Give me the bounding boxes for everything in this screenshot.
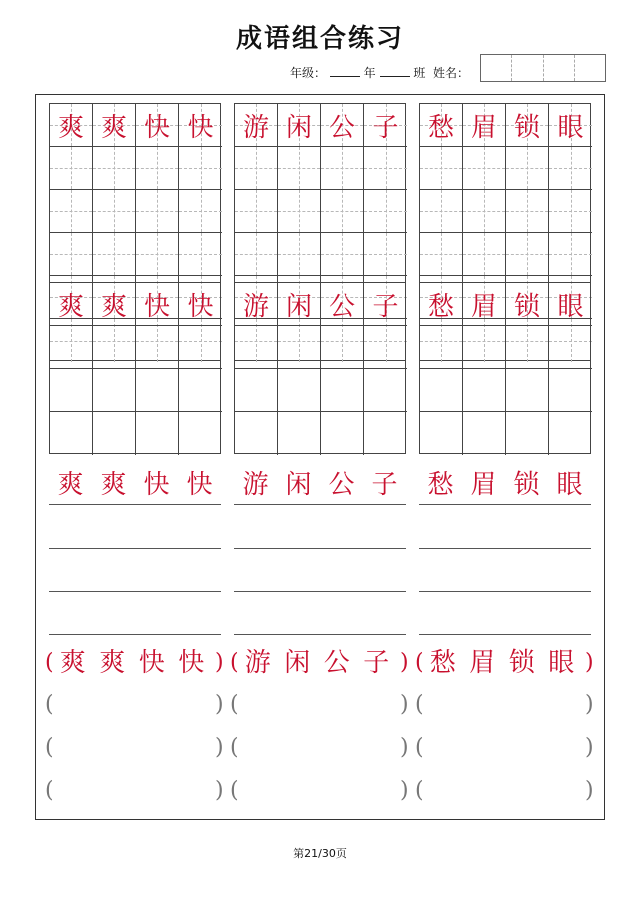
model-character: 眉 <box>470 291 497 322</box>
model-character: 闲 <box>284 648 311 678</box>
writing-line[interactable] <box>49 548 221 549</box>
guide-line <box>50 211 92 212</box>
guide-line <box>364 168 407 169</box>
blank-cell[interactable] <box>235 326 278 369</box>
blank-cell[interactable] <box>235 147 278 190</box>
blank-cell[interactable] <box>278 147 321 190</box>
guide-line <box>321 254 363 255</box>
guide-line <box>278 211 320 212</box>
char-cell <box>136 283 179 326</box>
blank-cell[interactable] <box>463 369 506 412</box>
writing-line[interactable] <box>419 591 591 592</box>
writing-line[interactable] <box>234 591 406 592</box>
blank-cell[interactable] <box>549 190 592 233</box>
open-paren: ( <box>230 650 239 675</box>
blank-cell[interactable] <box>463 233 506 276</box>
guide-line <box>136 254 178 255</box>
blank-cell[interactable] <box>93 412 136 455</box>
close-paren: ) <box>215 735 224 760</box>
model-character: 愁 <box>427 112 454 143</box>
close-paren: ) <box>215 692 224 717</box>
open-paren: ( <box>415 735 424 760</box>
model-character: 爽 <box>100 470 127 500</box>
open-paren: ( <box>415 692 424 717</box>
model-character: 锁 <box>508 648 535 678</box>
open-paren: ( <box>230 735 239 760</box>
model-character: 快 <box>143 112 170 143</box>
model-character: 爽 <box>57 291 84 322</box>
model-character: 快 <box>187 112 214 143</box>
blank-cell[interactable] <box>50 412 93 455</box>
model-character: 游 <box>242 291 269 322</box>
guide-line <box>463 211 505 212</box>
blank-cell[interactable] <box>549 412 592 455</box>
class-blank <box>380 64 410 77</box>
blank-cell[interactable] <box>420 190 463 233</box>
answer-area[interactable] <box>244 733 394 763</box>
blank-cell[interactable] <box>420 369 463 412</box>
blank-cell[interactable] <box>420 147 463 190</box>
answer-area[interactable] <box>429 690 579 720</box>
guide-line <box>506 211 548 212</box>
blank-cell[interactable] <box>506 233 549 276</box>
blank-cell[interactable] <box>235 233 278 276</box>
model-character: 闲 <box>285 112 312 143</box>
model-character: 爽 <box>100 112 127 143</box>
char-cell <box>136 104 179 147</box>
char-cell <box>50 104 93 147</box>
guide-line <box>364 254 407 255</box>
model-character: 爽 <box>59 648 86 678</box>
model-character: 快 <box>178 648 205 678</box>
blank-cell[interactable] <box>179 190 222 233</box>
blank-cell[interactable] <box>321 326 364 369</box>
char-cell <box>93 104 136 147</box>
blank-cell[interactable] <box>278 369 321 412</box>
blank-cell[interactable] <box>179 326 222 369</box>
guide-line <box>506 168 548 169</box>
guide-line <box>50 254 92 255</box>
blank-cell[interactable] <box>136 233 179 276</box>
model-character: 眉 <box>470 470 497 500</box>
model-character: 爽 <box>100 291 127 322</box>
blank-cell[interactable] <box>321 233 364 276</box>
blank-cell[interactable] <box>278 190 321 233</box>
open-paren: ( <box>45 650 54 675</box>
blank-cell[interactable] <box>235 369 278 412</box>
blank-cell[interactable] <box>549 369 592 412</box>
square-grid <box>234 282 406 454</box>
blank-cell[interactable] <box>506 190 549 233</box>
blank-cell[interactable] <box>278 326 321 369</box>
close-paren: ) <box>585 778 594 803</box>
blank-cell[interactable] <box>420 326 463 369</box>
char-cell <box>235 283 278 326</box>
guide-line <box>549 211 592 212</box>
blank-cell[interactable] <box>50 147 93 190</box>
guide-line <box>278 168 320 169</box>
class-label: 班 <box>413 66 426 80</box>
guide-line <box>420 211 462 212</box>
char-cell <box>364 104 407 147</box>
guide-line <box>50 168 92 169</box>
guide-line <box>136 168 178 169</box>
guide-line <box>179 168 222 169</box>
blank-cell[interactable] <box>179 147 222 190</box>
guide-line <box>463 168 505 169</box>
model-character: 眉 <box>469 648 496 678</box>
blank-cell[interactable] <box>93 326 136 369</box>
model-character: 公 <box>328 470 355 500</box>
close-paren: ) <box>400 778 409 803</box>
close-paren: ) <box>585 692 594 717</box>
page-number: 第21/30页 <box>293 847 347 860</box>
close-paren: ) <box>400 650 409 675</box>
blank-cell[interactable] <box>278 233 321 276</box>
char-cell <box>420 283 463 326</box>
model-character: 爽 <box>99 648 126 678</box>
guide-line <box>549 168 592 169</box>
writing-line[interactable] <box>234 548 406 549</box>
blank-cell[interactable] <box>364 147 407 190</box>
model-character: 爽 <box>57 470 84 500</box>
char-cell <box>179 104 222 147</box>
model-character: 子 <box>363 648 390 678</box>
answer-area[interactable] <box>429 776 579 806</box>
char-cell <box>463 104 506 147</box>
char-cell <box>506 283 549 326</box>
blank-cell[interactable] <box>321 147 364 190</box>
blank-cell[interactable] <box>506 326 549 369</box>
open-paren: ( <box>415 778 424 803</box>
blank-cell[interactable] <box>93 233 136 276</box>
model-character: 眼 <box>556 470 583 500</box>
close-paren: ) <box>585 735 594 760</box>
open-paren: ( <box>45 735 54 760</box>
square-grid <box>419 282 591 454</box>
writing-line[interactable] <box>49 634 221 635</box>
model-character: 公 <box>328 112 355 143</box>
blank-cell[interactable] <box>235 412 278 455</box>
page-title: 成语组合练习 <box>235 24 404 54</box>
model-character: 快 <box>187 291 214 322</box>
square-grid <box>49 282 221 454</box>
model-character: 闲 <box>285 291 312 322</box>
blank-cell[interactable] <box>50 326 93 369</box>
blank-cell[interactable] <box>50 190 93 233</box>
blank-cell[interactable] <box>179 233 222 276</box>
writing-line[interactable] <box>419 634 591 635</box>
model-character: 游 <box>242 112 269 143</box>
blank-cell[interactable] <box>278 412 321 455</box>
model-character: 愁 <box>427 291 454 322</box>
model-character: 快 <box>143 470 170 500</box>
open-paren: ( <box>230 692 239 717</box>
char-cell <box>321 104 364 147</box>
blank-cell[interactable] <box>321 412 364 455</box>
answer-area[interactable] <box>244 776 394 806</box>
guide-line <box>321 168 363 169</box>
guide-line <box>93 211 135 212</box>
guide-line <box>235 211 277 212</box>
model-character: 公 <box>328 291 355 322</box>
model-character: 公 <box>323 648 350 678</box>
guide-line <box>179 211 222 212</box>
blank-cell[interactable] <box>93 147 136 190</box>
writing-line[interactable] <box>234 634 406 635</box>
char-cell <box>235 104 278 147</box>
open-paren: ( <box>45 778 54 803</box>
model-character: 愁 <box>429 648 456 678</box>
blank-cell[interactable] <box>549 326 592 369</box>
char-cell <box>420 104 463 147</box>
guide-line <box>420 168 462 169</box>
guide-line <box>235 168 277 169</box>
writing-line[interactable] <box>419 548 591 549</box>
blank-cell[interactable] <box>179 412 222 455</box>
model-character: 眼 <box>557 112 584 143</box>
model-character: 快 <box>143 291 170 322</box>
char-cell <box>321 283 364 326</box>
blank-cell[interactable] <box>463 412 506 455</box>
answer-area[interactable] <box>244 690 394 720</box>
blank-cell[interactable] <box>179 369 222 412</box>
answer-area[interactable] <box>59 776 209 806</box>
student-info <box>290 64 469 81</box>
model-character: 子 <box>371 470 398 500</box>
open-paren: ( <box>415 650 424 675</box>
model-character: 游 <box>242 470 269 500</box>
blank-cell[interactable] <box>506 147 549 190</box>
model-character: 眼 <box>548 648 575 678</box>
close-paren: ) <box>400 735 409 760</box>
blank-cell[interactable] <box>136 147 179 190</box>
char-cell <box>278 104 321 147</box>
open-paren: ( <box>45 692 54 717</box>
guide-line <box>506 254 548 255</box>
model-character: 锁 <box>513 470 540 500</box>
blank-cell[interactable] <box>420 412 463 455</box>
open-paren: ( <box>230 778 239 803</box>
blank-cell[interactable] <box>364 412 407 455</box>
char-cell <box>50 283 93 326</box>
blank-cell[interactable] <box>549 233 592 276</box>
model-character: 子 <box>372 291 399 322</box>
blank-cell[interactable] <box>235 190 278 233</box>
answer-area[interactable] <box>59 690 209 720</box>
underline <box>419 504 591 505</box>
model-character: 游 <box>244 648 271 678</box>
model-character: 爽 <box>57 112 84 143</box>
char-cell <box>506 104 549 147</box>
guide-line <box>136 211 178 212</box>
blank-cell[interactable] <box>136 190 179 233</box>
close-paren: ) <box>215 650 224 675</box>
blank-cell[interactable] <box>136 369 179 412</box>
underline <box>49 504 221 505</box>
writing-line[interactable] <box>49 591 221 592</box>
char-cell <box>278 283 321 326</box>
guide-line <box>364 211 407 212</box>
guide-line <box>278 254 320 255</box>
model-character: 快 <box>138 648 165 678</box>
guide-line <box>179 254 222 255</box>
char-cell <box>549 104 592 147</box>
blank-cell[interactable] <box>420 233 463 276</box>
blank-cell[interactable] <box>50 369 93 412</box>
model-character: 子 <box>372 112 399 143</box>
guide-line <box>463 254 505 255</box>
model-character: 快 <box>186 470 213 500</box>
close-paren: ) <box>215 778 224 803</box>
grade-label: 年级： <box>290 66 327 80</box>
blank-cell[interactable] <box>463 190 506 233</box>
model-character: 锁 <box>513 291 540 322</box>
model-character: 愁 <box>427 470 454 500</box>
model-character: 眼 <box>557 291 584 322</box>
blank-cell[interactable] <box>463 147 506 190</box>
name-label: 姓名： <box>433 66 470 80</box>
blank-cell[interactable] <box>364 190 407 233</box>
char-cell <box>179 283 222 326</box>
blank-cell[interactable] <box>364 369 407 412</box>
guide-line <box>549 254 592 255</box>
char-cell <box>463 283 506 326</box>
close-paren: ) <box>585 650 594 675</box>
blank-cell[interactable] <box>364 326 407 369</box>
blank-cell[interactable] <box>506 369 549 412</box>
blank-cell[interactable] <box>549 147 592 190</box>
blank-cell[interactable] <box>93 369 136 412</box>
grade-blank <box>330 64 360 77</box>
blank-cell[interactable] <box>321 369 364 412</box>
guide-line <box>235 254 277 255</box>
guide-line <box>93 168 135 169</box>
blank-cell[interactable] <box>136 326 179 369</box>
guide-line <box>321 211 363 212</box>
char-cell <box>93 283 136 326</box>
year-label: 年 <box>363 66 376 80</box>
guide-line <box>420 254 462 255</box>
name-box <box>480 54 606 82</box>
model-character: 闲 <box>285 470 312 500</box>
char-cell <box>364 283 407 326</box>
blank-cell[interactable] <box>321 190 364 233</box>
char-cell <box>549 283 592 326</box>
model-character: 锁 <box>513 112 540 143</box>
blank-cell[interactable] <box>463 326 506 369</box>
blank-cell[interactable] <box>93 190 136 233</box>
blank-cell[interactable] <box>136 412 179 455</box>
answer-area[interactable] <box>429 733 579 763</box>
underline <box>234 504 406 505</box>
close-paren: ) <box>400 692 409 717</box>
blank-cell[interactable] <box>364 233 407 276</box>
model-character: 眉 <box>470 112 497 143</box>
answer-area[interactable] <box>59 733 209 763</box>
blank-cell[interactable] <box>50 233 93 276</box>
blank-cell[interactable] <box>506 412 549 455</box>
guide-line <box>93 254 135 255</box>
